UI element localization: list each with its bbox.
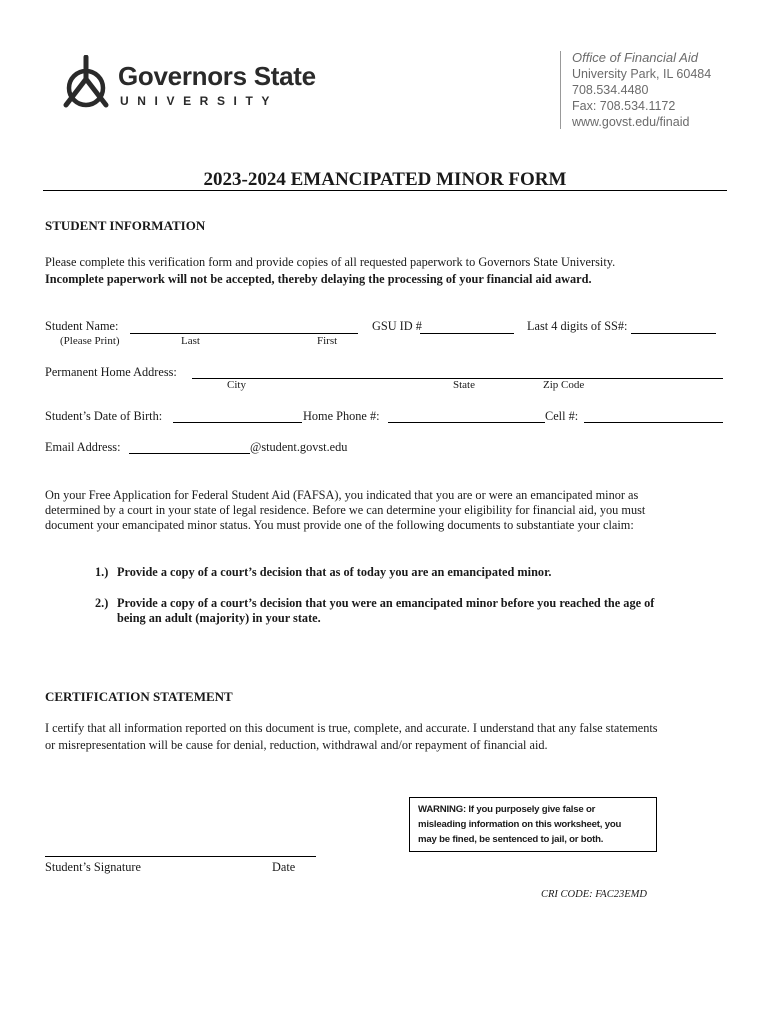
logo-subtitle: UNIVERSITY: [120, 94, 279, 108]
option-text: Provide a copy of a court’s decision that as of today you are an emancipated minor.: [117, 565, 552, 579]
student-name-label: Student Name:: [45, 319, 119, 333]
logo-name: Governors State: [118, 61, 316, 91]
fafsa-paragraph-line: determined by a court in your state of legal residence. Before we can determine your eligibility for financial aid, you must: [45, 503, 646, 517]
option-number: 1.): [95, 565, 109, 579]
office-phone: 708.534.4480: [572, 83, 649, 97]
signature-date-caption: Date: [272, 860, 296, 874]
certification-line: or misrepresentation will be cause for denial, reduction, withdrawal and/or repayment of financial aid.: [45, 738, 548, 752]
title-rule: [43, 190, 727, 191]
student-signature-caption: Student’s Signature: [45, 860, 141, 874]
incomplete-warning-text: Incomplete paperwork will not be accepted, thereby delaying the processing of your financial aid award.: [45, 272, 592, 286]
office-contact-block: [572, 50, 711, 130]
certification-heading: CERTIFICATION STATEMENT: [45, 689, 233, 704]
ssn-last4-label: Last 4 digits of SS#:: [527, 319, 628, 333]
fafsa-paragraph-line: On your Free Application for Federal Student Aid (FAFSA), you indicated that you are or were an emancipated minor as: [45, 488, 639, 502]
option-text: Provide a copy of a court’s decision that you were an emancipated minor before you reached the age of: [117, 596, 655, 610]
email-label: Email Address:: [45, 440, 121, 454]
warning-line: WARNING: If you purposely give false or: [418, 804, 596, 815]
home-phone-label: Home Phone #:: [303, 409, 380, 423]
please-print-note: (Please Print): [60, 335, 120, 347]
fafsa-paragraph-line: document your emancipated minor status. You must provide one of the following documents to substantiate your claim:: [45, 518, 634, 532]
home-phone-field[interactable]: [388, 422, 545, 423]
state-caption: State: [453, 379, 475, 391]
last-name-caption: Last: [181, 335, 200, 347]
email-field[interactable]: [129, 453, 250, 454]
cri-code: CRI CODE: FAC23EMD: [541, 889, 647, 900]
office-fax: Fax: 708.534.1172: [572, 99, 676, 113]
office-title: Office of Financial Aid: [572, 50, 698, 65]
option-text: being an adult (majority) in your state.: [117, 611, 321, 625]
email-domain: @student.govst.edu: [250, 440, 348, 454]
office-address: University Park, IL 60484: [572, 67, 712, 81]
warning-box: [409, 797, 657, 852]
form-title: 2023-2024 EMANCIPATED MINOR FORM: [203, 169, 567, 190]
option-number: 2.): [95, 596, 109, 610]
first-name-caption: First: [317, 335, 338, 347]
ssn-last4-field[interactable]: [631, 333, 716, 334]
city-caption: City: [227, 379, 246, 391]
certification-line: I certify that all information reported on this document is true, complete, and accurate. I understand that any false statements: [45, 721, 658, 735]
zip-code-caption: Zip Code: [543, 379, 585, 391]
gsu-id-field[interactable]: [420, 333, 514, 334]
date-of-birth-field[interactable]: [173, 422, 302, 423]
university-logo-mark-icon: [60, 55, 112, 109]
date-of-birth-label: Student’s Date of Birth:: [45, 409, 163, 423]
warning-line: may be fined, be sentenced to jail, or both.: [418, 834, 604, 845]
cell-phone-field[interactable]: [584, 422, 723, 423]
signature-field[interactable]: [45, 856, 316, 857]
intro-text: Please complete this verification form and provide copies of all requested paperwork to Governors State University.: [45, 255, 616, 269]
student-name-field[interactable]: [130, 333, 358, 334]
warning-line: misleading information on this worksheet, you: [418, 819, 622, 830]
home-address-label: Permanent Home Address:: [45, 365, 177, 379]
cell-phone-label: Cell #:: [545, 409, 579, 423]
office-website: www.govst.edu/finaid: [572, 115, 690, 129]
student-information-heading: STUDENT INFORMATION: [45, 218, 206, 233]
header-divider: [560, 51, 561, 129]
gsu-id-label: GSU ID #: [372, 319, 422, 333]
